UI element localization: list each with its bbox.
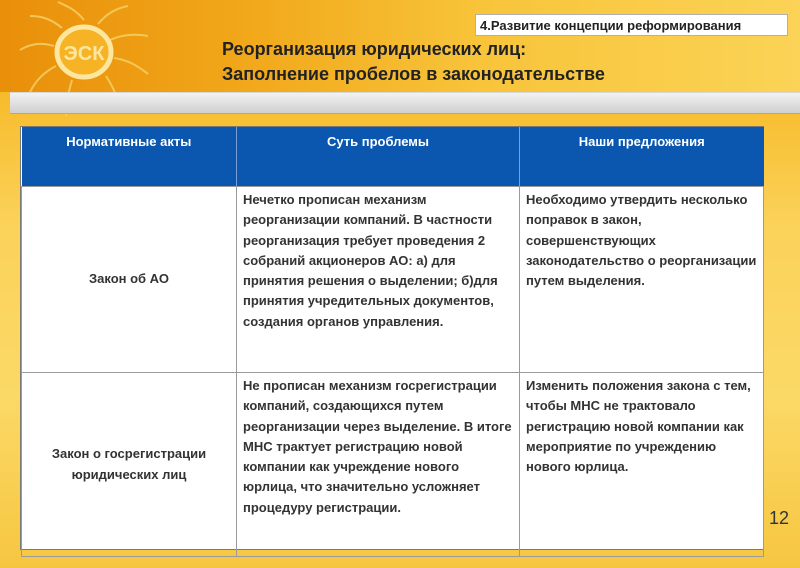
proposal-cell: Изменить положения закона с тем, чтобы МНС не трактовало регистрацию новой компании как мероприятие по учреждению нового юрлица. [520,373,764,557]
law-cell: Закон об АО [22,187,237,373]
table-row [22,187,764,373]
table-row [22,373,764,557]
page-title [222,37,782,87]
header-divider [10,92,800,114]
page-number: 12 [768,508,790,528]
law-cell: Закон о госрегистрации юридических лиц [22,373,237,557]
logo-text: ЭСК [63,43,105,65]
proposal-cell: Необходимо утвердить несколько поправок в закон, совершенствующих законодательство о реорганизации путем выделения. [520,187,764,373]
reorganization-table [20,126,764,550]
table-header-row [22,127,764,187]
problem-cell: Не прописан механизм госрегистрации компаний, создающихся путем реорганизации через выделение. В итоге МНС трактует регистрацию новой компании как учреждение нового юрлица, что значительно усложняет процедуру регистрации. [237,373,520,557]
column-header-problem: Суть проблемы [237,127,520,187]
column-header-acts: Нормативные акты [22,127,237,187]
column-header-proposals: Наши предложения [520,127,764,187]
title-line-1: Реорганизация юридических лиц: [222,39,527,59]
title-line-2: Заполнение пробелов в законодательстве [222,64,605,84]
problem-cell: Нечетко прописан механизм реорганизации компаний. В частности реорганизация требует проведения 2 собраний акционеров АО: а) для принятия решения о выделении; б)для принятия учредительных документов, создания органов управления. [237,187,520,373]
section-label: 4.Развитие концепции реформирования [475,14,788,36]
